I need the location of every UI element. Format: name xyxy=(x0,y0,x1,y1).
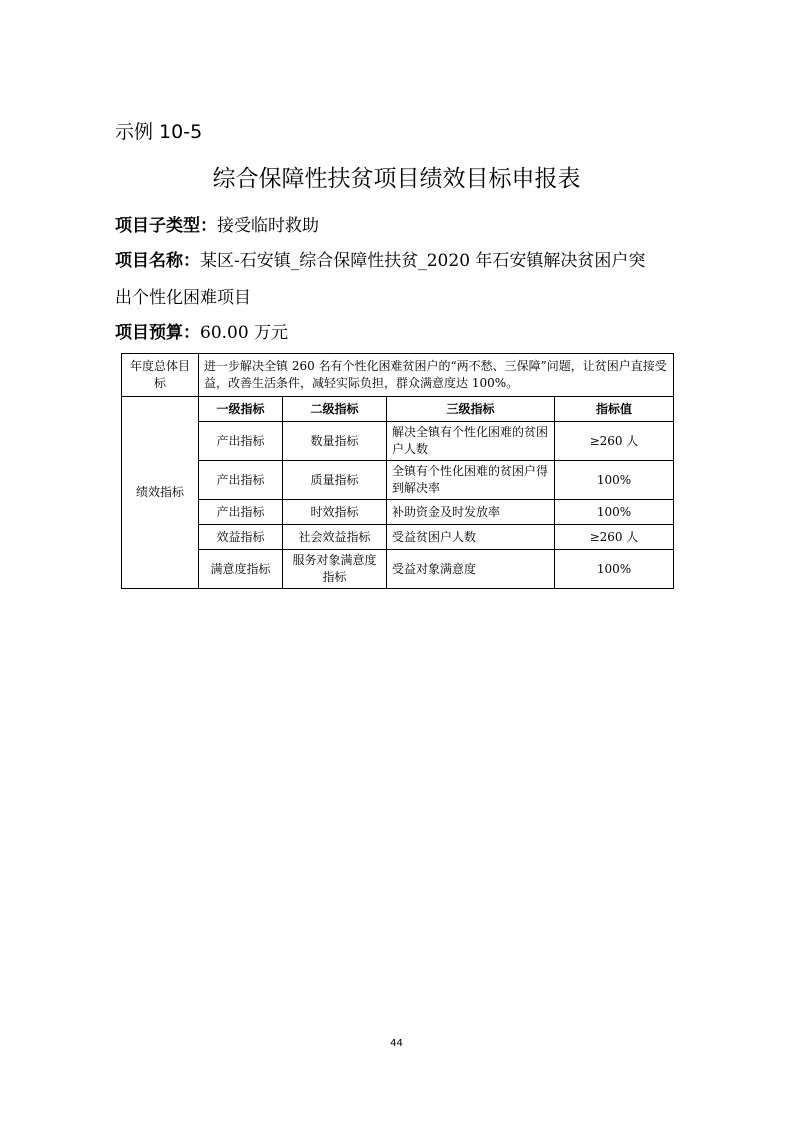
perf-label: 绩效指标 xyxy=(122,397,199,589)
row-l2: 服务对象满意度指标 xyxy=(283,550,387,589)
header-l3: 三级指标 xyxy=(387,397,555,422)
row-l3: 解决全镇有个性化困难的贫困户人数 xyxy=(387,422,555,461)
project-subtype-key: 项目子类型： xyxy=(115,216,217,236)
project-name-value-line2: 出个性化困难项目 xyxy=(115,288,251,308)
row-value: 100% xyxy=(555,461,674,500)
row-value: 100% xyxy=(555,500,674,525)
project-name-key: 项目名称： xyxy=(115,251,200,271)
table-row xyxy=(122,550,674,589)
row-l2: 时效指标 xyxy=(283,500,387,525)
performance-table xyxy=(121,353,674,589)
row-value: 100% xyxy=(555,550,674,589)
header-row xyxy=(122,397,674,422)
row-value: ≥260 人 xyxy=(555,525,674,550)
row-l1: 产出指标 xyxy=(199,500,283,525)
project-subtype-field xyxy=(115,211,319,236)
row-l1: 产出指标 xyxy=(199,422,283,461)
document-title: 综合保障性扶贫项目绩效目标申报表 xyxy=(212,166,581,192)
project-name-value-line1: 某区-石安镇_综合保障性扶贫_2020 年石安镇解决贫困户突 xyxy=(200,251,646,271)
row-l2: 数量指标 xyxy=(283,422,387,461)
header-l2: 二级指标 xyxy=(283,397,387,422)
goal-text: 进一步解决全镇 260 名有个性化困难贫困户的“两不愁、三保障”问题，让贫困户直接受益，改善生活条件，减轻实际负担，群众满意度达 100%。 xyxy=(199,354,674,397)
page-number: 44 xyxy=(390,1038,403,1049)
row-l1: 效益指标 xyxy=(199,525,283,550)
row-l3: 受益贫困户人数 xyxy=(387,525,555,550)
table-row xyxy=(122,525,674,550)
table-row xyxy=(122,500,674,525)
table-row xyxy=(122,461,674,500)
row-l2: 社会效益指标 xyxy=(283,525,387,550)
goal-label: 年度总体目标 xyxy=(122,354,199,397)
example-label: 示例 10-5 xyxy=(115,121,203,143)
project-budget-key: 项目预算： xyxy=(115,323,200,343)
row-l2: 质量指标 xyxy=(283,461,387,500)
row-l1: 产出指标 xyxy=(199,461,283,500)
row-l3: 受益对象满意度 xyxy=(387,550,555,589)
row-l1: 满意度指标 xyxy=(199,550,283,589)
header-l1: 一级指标 xyxy=(199,397,283,422)
goal-row xyxy=(122,354,674,397)
project-budget-value: 60.00 万元 xyxy=(200,323,289,343)
project-name-field xyxy=(115,246,645,271)
row-l3: 补助资金及时发放率 xyxy=(387,500,555,525)
table-row xyxy=(122,422,674,461)
project-budget-field xyxy=(115,318,288,343)
header-value: 指标值 xyxy=(555,397,674,422)
row-l3: 全镇有个性化困难的贫困户得到解决率 xyxy=(387,461,555,500)
row-value: ≥260 人 xyxy=(555,422,674,461)
project-subtype-value: 接受临时救助 xyxy=(217,216,319,236)
